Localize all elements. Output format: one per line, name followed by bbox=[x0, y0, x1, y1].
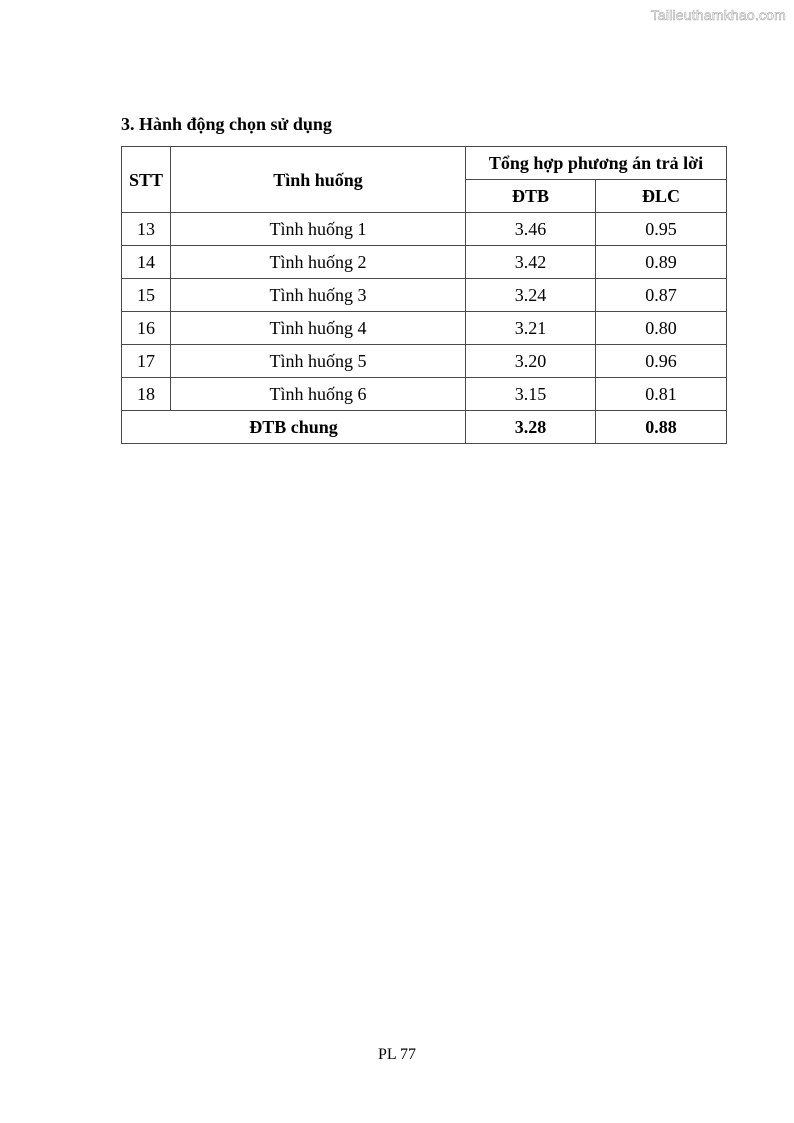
cell-mean: 3.15 bbox=[466, 378, 596, 411]
table-total-row bbox=[122, 411, 727, 444]
cell-mean: 3.24 bbox=[466, 279, 596, 312]
cell-sd: 0.81 bbox=[596, 378, 727, 411]
table-row bbox=[122, 312, 727, 345]
header-summary: Tổng hợp phương án trả lời bbox=[466, 147, 727, 180]
cell-mean: 3.46 bbox=[466, 213, 596, 246]
cell-mean: 3.21 bbox=[466, 312, 596, 345]
cell-situation: Tình huống 6 bbox=[171, 378, 466, 411]
watermark-text: Tailieuthamkhao.com bbox=[650, 7, 786, 23]
cell-stt: 16 bbox=[122, 312, 171, 345]
cell-sd: 0.80 bbox=[596, 312, 727, 345]
cell-stt: 17 bbox=[122, 345, 171, 378]
cell-situation: Tình huống 2 bbox=[171, 246, 466, 279]
cell-situation: Tình huống 4 bbox=[171, 312, 466, 345]
cell-sd: 0.89 bbox=[596, 246, 727, 279]
header-situation: Tình huống bbox=[171, 147, 466, 213]
total-mean: 3.28 bbox=[466, 411, 596, 444]
cell-sd: 0.96 bbox=[596, 345, 727, 378]
header-stt: STT bbox=[122, 147, 171, 213]
table-header-row bbox=[122, 147, 727, 180]
header-mean: ĐTB bbox=[466, 180, 596, 213]
cell-situation: Tình huống 1 bbox=[171, 213, 466, 246]
section-heading: 3. Hành động chọn sử dụng bbox=[121, 114, 332, 134]
cell-sd: 0.87 bbox=[596, 279, 727, 312]
table-row bbox=[122, 213, 727, 246]
table-row bbox=[122, 378, 727, 411]
table-row bbox=[122, 246, 727, 279]
cell-mean: 3.42 bbox=[466, 246, 596, 279]
results-table bbox=[121, 146, 727, 444]
header-sd: ĐLC bbox=[596, 180, 727, 213]
cell-stt: 18 bbox=[122, 378, 171, 411]
cell-stt: 14 bbox=[122, 246, 171, 279]
page-number: PL 77 bbox=[377, 1046, 417, 1063]
total-label: ĐTB chung bbox=[122, 411, 466, 444]
cell-situation: Tình huống 5 bbox=[171, 345, 466, 378]
cell-sd: 0.95 bbox=[596, 213, 727, 246]
cell-situation: Tình huống 3 bbox=[171, 279, 466, 312]
cell-stt: 13 bbox=[122, 213, 171, 246]
cell-stt: 15 bbox=[122, 279, 171, 312]
table-row bbox=[122, 279, 727, 312]
table-row bbox=[122, 345, 727, 378]
cell-mean: 3.20 bbox=[466, 345, 596, 378]
total-sd: 0.88 bbox=[596, 411, 727, 444]
